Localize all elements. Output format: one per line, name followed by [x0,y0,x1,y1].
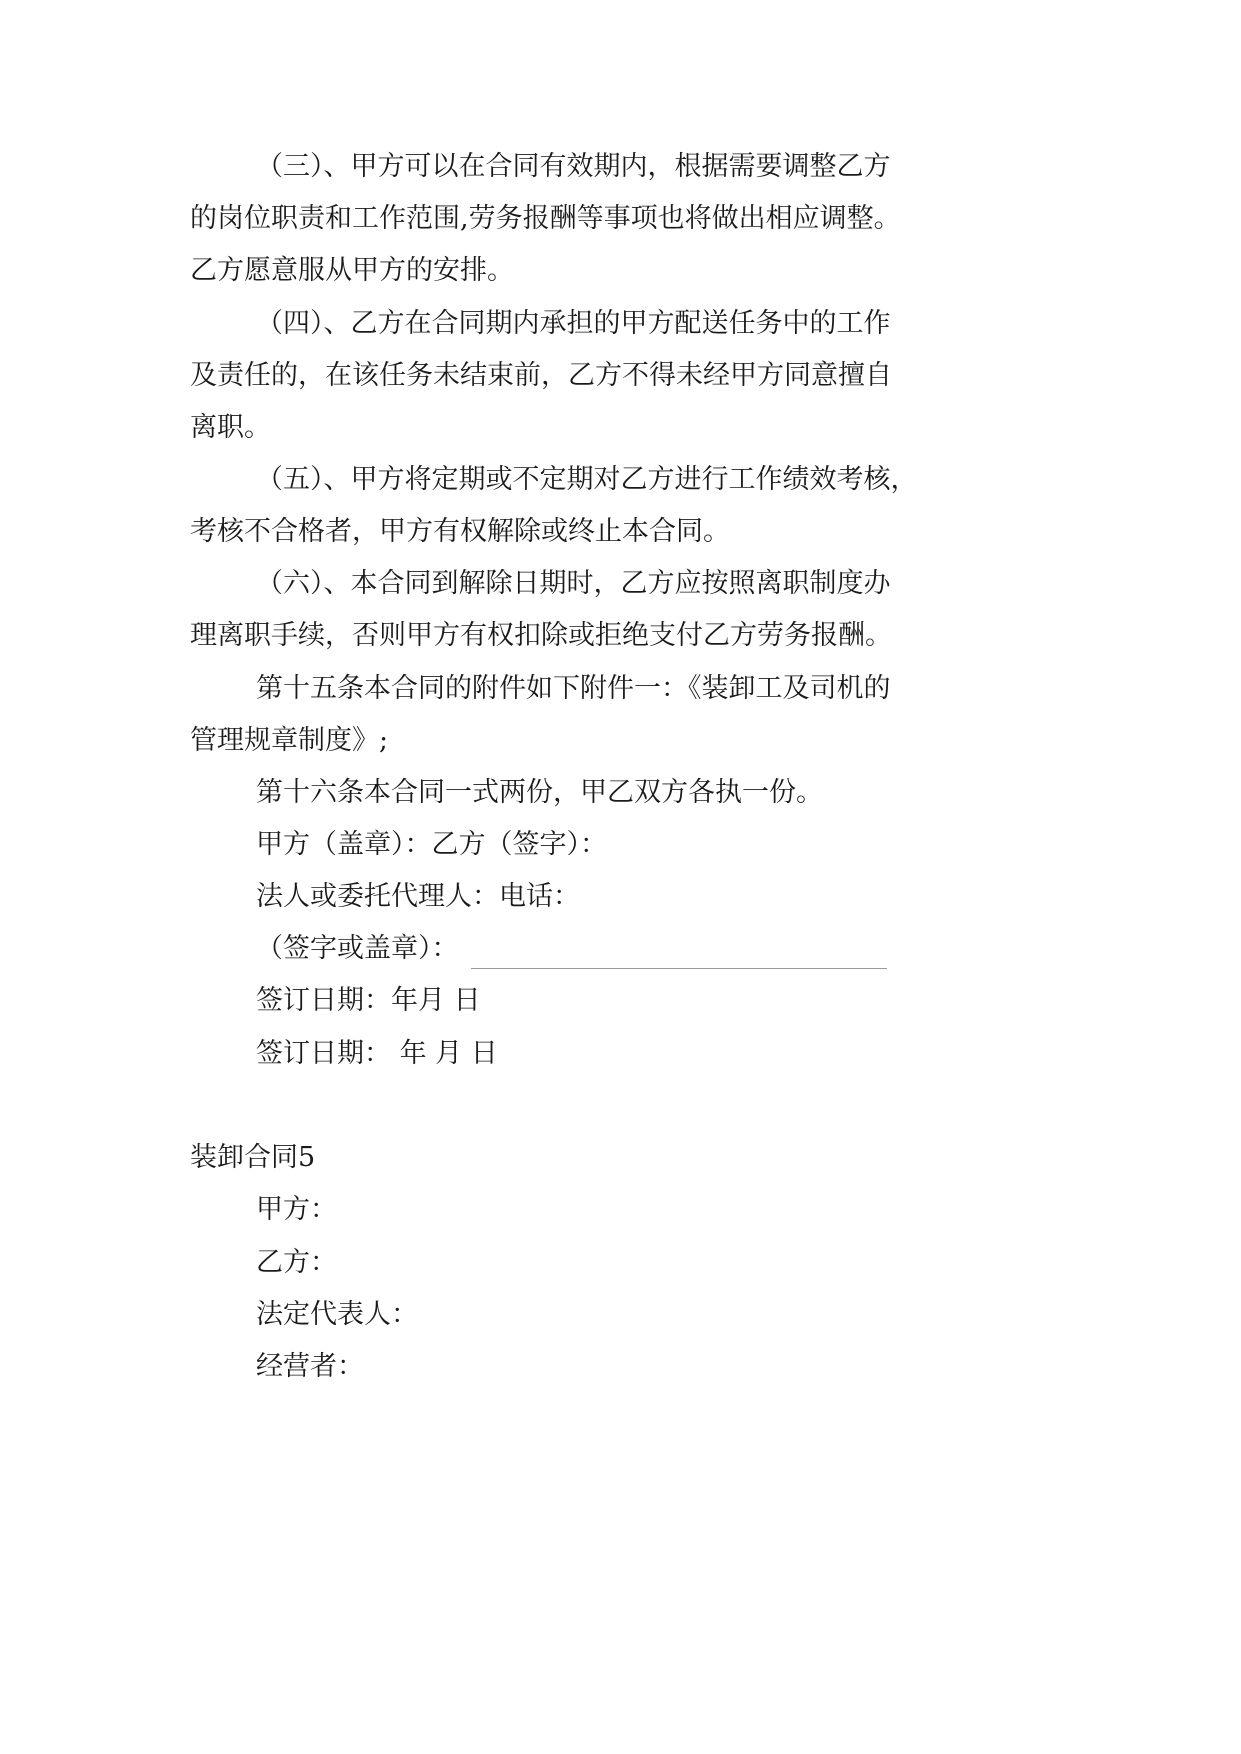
clause-6-line-2: 理离职手续，否则甲方有权扣除或拒绝支付乙方劳务报酬。 [190,620,892,651]
signature-underline [471,942,887,969]
clause-4-line-3: 离职。 [190,412,271,443]
article-15-line-1: 第十五条本合同的附件如下附件一：《装卸工及司机的 [256,673,891,704]
sign-date-2: 签订日期： 年 月 日 [256,1038,498,1069]
sign-or-seal-label: （签字或盖章）： [256,933,459,964]
clause-5-line-1: （五）、甲方将定期或不定期对乙方进行工作绩效考核， [256,464,918,495]
contract-5-title: 装卸合同5 [190,1142,316,1173]
party-a-seal-line: 甲方（盖章）：乙方（签字）： [256,829,607,860]
clause-3-line-3: 乙方愿意服从甲方的安排。 [190,255,514,286]
article-15-line-2: 管理规章制度》; [190,725,389,756]
clause-3-line-1: （三）、甲方可以在合同有效期内，根据需要调整乙方 [256,151,891,182]
legal-representative-label: 法定代表人： [256,1299,418,1330]
article-16: 第十六条本合同一式两份，甲乙双方各执一份。 [256,777,823,808]
clause-3-line-2: 的岗位职责和工作范围,劳务报酬等事项也将做出相应调整。 [190,203,901,234]
clause-5-line-2: 考核不合格者，甲方有权解除或终止本合同。 [190,516,730,547]
legal-rep-phone-line: 法人或委托代理人：电话： [256,881,580,912]
clause-6-line-1: （六）、本合同到解除日期时，乙方应按照离职制度办 [256,568,891,599]
clause-4-line-2: 及责任的，在该任务未结束前，乙方不得未经甲方同意擅自 [190,360,892,391]
party-b-label: 乙方： [256,1247,337,1278]
clause-4-line-1: （四）、乙方在合同期内承担的甲方配送任务中的工作 [256,308,891,339]
sign-or-seal-line [256,929,887,969]
party-a-label: 甲方： [256,1194,337,1225]
sign-date-1: 签订日期：年月 日 [256,985,481,1016]
operator-label: 经营者： [256,1351,364,1382]
